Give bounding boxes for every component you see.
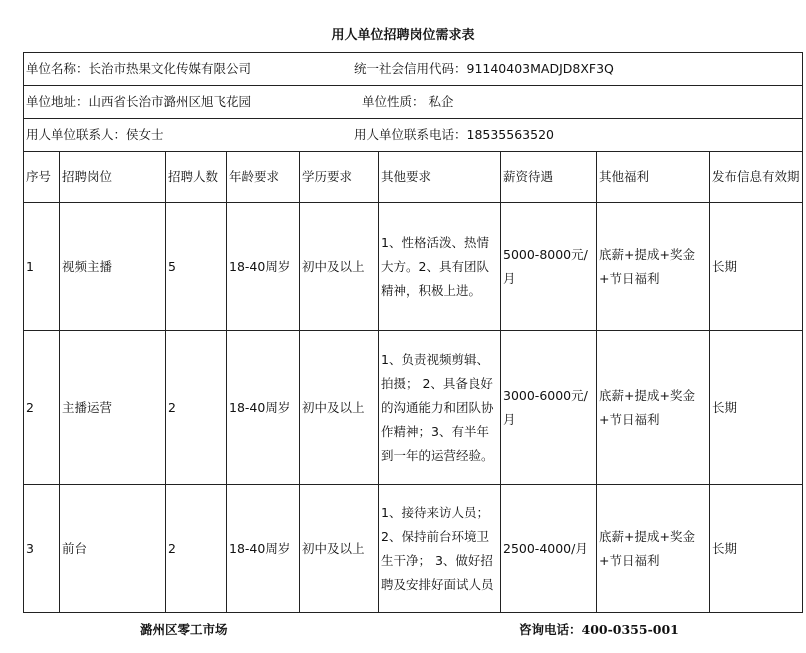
- row-requirements: 1、负责视频剪辑、拍摄； 2、具备良好的沟通能力和团队协作精神；3、有半年到一年的运营经验。: [379, 331, 501, 485]
- header-education: 学历要求: [300, 152, 379, 203]
- row-no: 1: [24, 203, 60, 331]
- header-no: 序号: [24, 152, 60, 203]
- row-benefits: 底薪+提成+奖金+节日福利: [597, 203, 710, 331]
- footer-market: 潞州区零工市场: [140, 622, 228, 637]
- employer-contact: 用人单位联系人：侯女士: [26, 127, 164, 142]
- table-header-row: [24, 152, 803, 203]
- row-no: 3: [24, 485, 60, 613]
- employer-address-row: [24, 86, 803, 119]
- row-salary: 2500-4000/月: [501, 485, 597, 613]
- recruitment-table: [23, 52, 803, 613]
- row-validity: 长期: [710, 203, 803, 331]
- row-count: 5: [166, 203, 227, 331]
- employer-nature: 单位性质： 私企: [362, 94, 454, 109]
- form-title: 用人单位招聘岗位需求表: [331, 28, 475, 43]
- header-benefits: 其他福利: [597, 152, 710, 203]
- row-no: 2: [24, 331, 60, 485]
- header-salary: 薪资待遇: [501, 152, 597, 203]
- employer-phone: 用人单位联系电话：18535563520: [354, 127, 554, 142]
- table-row: [24, 203, 803, 331]
- header-position: 招聘岗位: [60, 152, 166, 203]
- row-requirements: 1、性格活泼、热情大方。2、具有团队精神，积极上进。: [379, 203, 501, 331]
- row-validity: 长期: [710, 485, 803, 613]
- employer-name-row: [24, 53, 803, 86]
- row-position: 视频主播: [60, 203, 166, 331]
- employer-name: 单位名称：长治市热果文化传媒有限公司: [26, 61, 252, 76]
- header-validity: 发布信息有效期: [710, 152, 803, 203]
- footer-hotline: 咨询电话：400-0355-001: [519, 622, 679, 637]
- header-requirements: 其他要求: [379, 152, 501, 203]
- credit-code: 统一社会信用代码：91140403MADJD8XF3Q: [354, 61, 614, 76]
- row-age: 18-40周岁: [227, 203, 300, 331]
- row-salary: 3000-6000元/月: [501, 331, 597, 485]
- row-benefits: 底薪+提成+奖金+节日福利: [597, 331, 710, 485]
- row-salary: 5000-8000元/月: [501, 203, 597, 331]
- employer-contact-row: [24, 119, 803, 152]
- row-education: 初中及以上: [300, 485, 379, 613]
- row-validity: 长期: [710, 331, 803, 485]
- row-count: 2: [166, 331, 227, 485]
- employer-address: 单位地址：山西省长治市潞州区旭飞花园: [26, 94, 252, 109]
- table-row: [24, 485, 803, 613]
- row-position: 主播运营: [60, 331, 166, 485]
- row-age: 18-40周岁: [227, 485, 300, 613]
- row-count: 2: [166, 485, 227, 613]
- row-position: 前台: [60, 485, 166, 613]
- row-education: 初中及以上: [300, 331, 379, 485]
- header-age: 年龄要求: [227, 152, 300, 203]
- table-row: [24, 331, 803, 485]
- row-requirements: 1、接待来访人员； 2、保持前台环境卫生干净； 3、做好招聘及安排好面试人员: [379, 485, 501, 613]
- header-count: 招聘人数: [166, 152, 227, 203]
- row-education: 初中及以上: [300, 203, 379, 331]
- row-age: 18-40周岁: [227, 331, 300, 485]
- row-benefits: 底薪+提成+奖金+节日福利: [597, 485, 710, 613]
